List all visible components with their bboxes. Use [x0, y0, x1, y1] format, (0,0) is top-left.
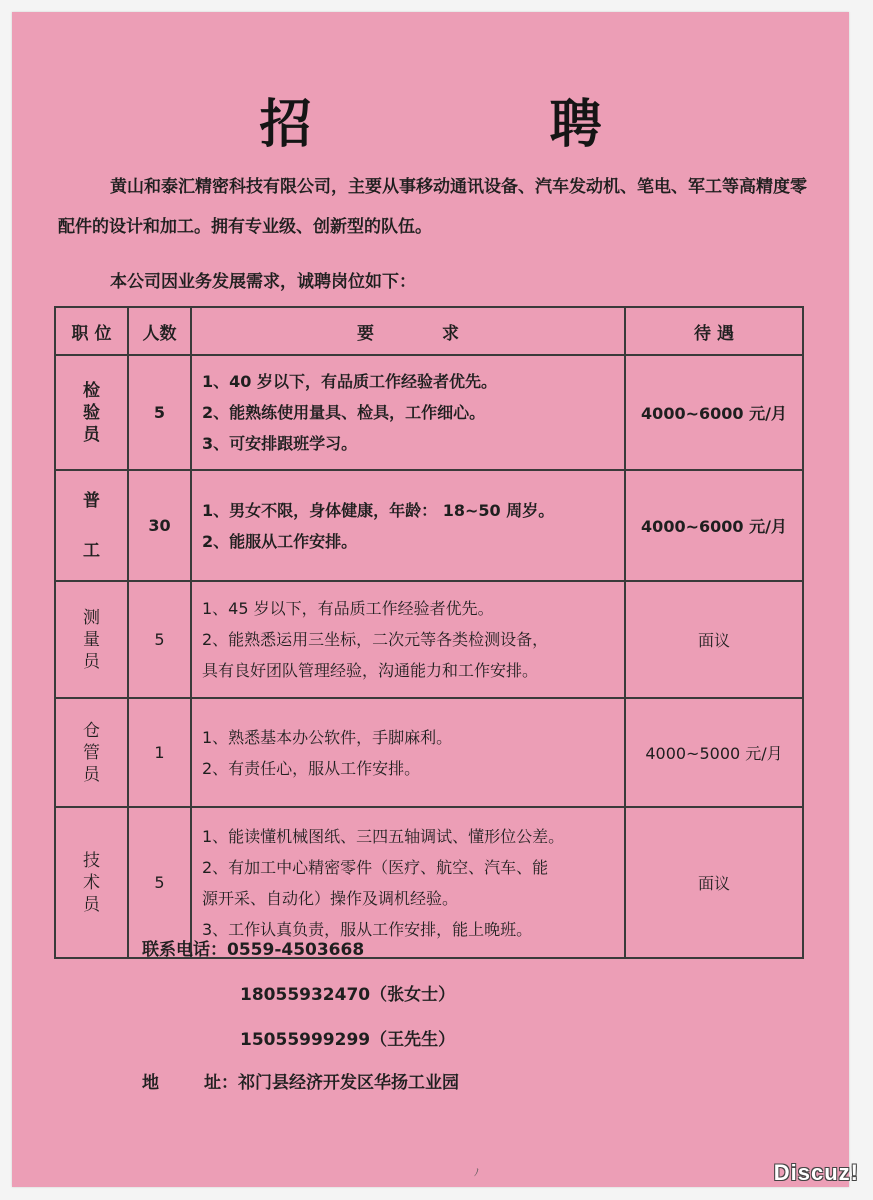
- job-position: 技术员: [55, 807, 128, 958]
- hiring-lead: 本公司因业务发展需求，诚聘岗位如下：: [110, 272, 416, 292]
- header-requirements: 要 求: [191, 307, 625, 355]
- job-requirements: 1、40 岁以下，有品质工作经验者优先。 2、能熟练使用量具、检具，工作细心。 3、可安排跟班学习。: [191, 355, 625, 470]
- header-count: 人数: [128, 307, 191, 355]
- job-position: 普工: [55, 470, 128, 581]
- contact-mobile-2: 15055999299（王先生）: [240, 1030, 456, 1050]
- job-requirements: 1、45 岁以下，有品质工作经验者优先。 2、能熟悉运用三坐标，二次元等各类检测设备， 具有良好团队管理经验，沟通能力和工作安排。: [191, 581, 625, 698]
- header-position: 职 位: [55, 307, 128, 355]
- job-requirements: 1、男女不限，身体健康，年龄： 18~50 周岁。 2、能服从工作安排。: [191, 470, 625, 581]
- address-label-2: 址：: [204, 1073, 238, 1093]
- address-value: 祁门县经济开发区华扬工业园: [238, 1073, 459, 1093]
- jobs-table: [54, 306, 804, 959]
- forum-watermark: Discuz!: [773, 1160, 859, 1185]
- phone-label: 联系电话：: [142, 940, 227, 960]
- job-position: 测量员: [55, 581, 128, 698]
- table-row: [55, 698, 803, 807]
- job-pay: 面议: [625, 807, 803, 958]
- paper-speck: ﾉ: [474, 1168, 479, 1179]
- job-pay: 面议: [625, 581, 803, 698]
- job-position: 检验员: [55, 355, 128, 470]
- job-count: 1: [128, 698, 191, 807]
- company-intro: 黄山和泰汇精密科技有限公司，主要从事移动通讯设备、汽车发动机、笔电、军工等高精度零配件的设计和加工。拥有专业级、创新型的队伍。: [58, 177, 807, 237]
- poster-title: 招 聘: [259, 95, 712, 155]
- job-pay: 4000~6000 元/月: [625, 470, 803, 581]
- table-row: [55, 355, 803, 470]
- table-row: [55, 470, 803, 581]
- job-pay: 4000~6000 元/月: [625, 355, 803, 470]
- header-pay: 待 遇: [625, 307, 803, 355]
- contact-mobile-1: 18055932470（张女士）: [240, 985, 456, 1005]
- table-header-row: [55, 307, 803, 355]
- job-count: 5: [128, 581, 191, 698]
- table-row: [55, 581, 803, 698]
- job-requirements: 1、熟悉基本办公软件，手脚麻利。 2、有责任心，服从工作安排。: [191, 698, 625, 807]
- job-requirements: 1、能读懂机械图纸、三四五轴调试、懂形位公差。 2、有加工中心精密零件（医疗、航空、汽车、能 源开采、自动化）操作及调机经验。 3、工作认真负责，服从工作安排，能上晚班。: [191, 807, 625, 958]
- address-label-1: 地: [142, 1073, 159, 1093]
- phone-number: 0559-4503668: [227, 940, 365, 960]
- job-count: 5: [128, 355, 191, 470]
- job-pay: 4000~5000 元/月: [625, 698, 803, 807]
- recruitment-poster: [12, 12, 849, 1187]
- contact-address: [142, 1068, 459, 1093]
- contact-phone: [142, 935, 364, 960]
- job-count: 30: [128, 470, 191, 581]
- job-position: 仓管员: [55, 698, 128, 807]
- job-count: 5: [128, 807, 191, 958]
